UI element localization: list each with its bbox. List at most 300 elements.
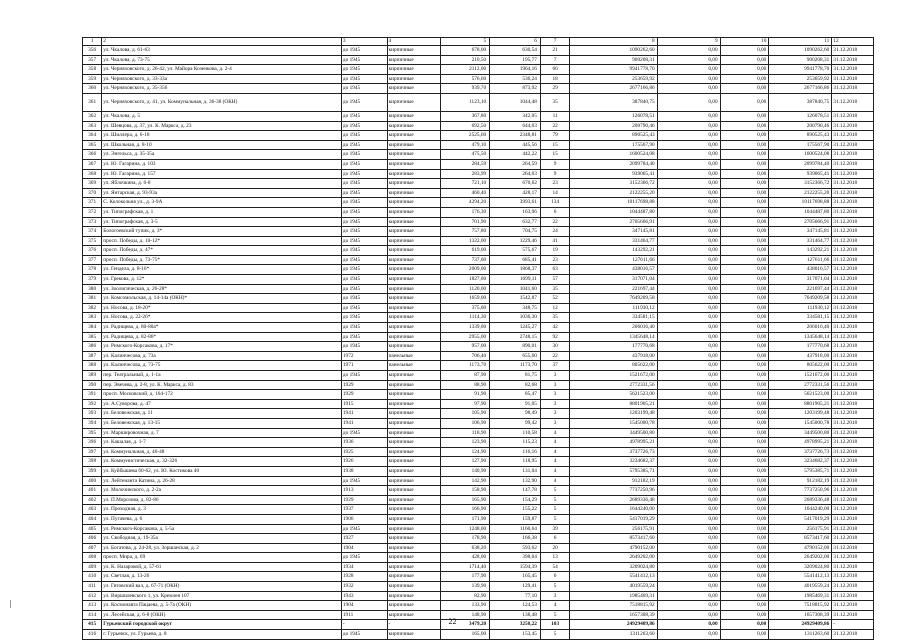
table-cell: 632,77 bbox=[490, 217, 541, 227]
table-cell: 3 bbox=[540, 371, 569, 381]
table-cell: 5541412,13 bbox=[570, 572, 657, 582]
table-cell: 0,00 bbox=[720, 332, 769, 342]
table-cell: 3250,22 bbox=[490, 620, 541, 630]
table-cell: 1714,40 bbox=[441, 562, 490, 572]
table-cell: 264,59 bbox=[490, 159, 541, 169]
table-cell: 0,00 bbox=[720, 111, 769, 121]
table-cell: 0,00 bbox=[720, 159, 769, 169]
table-cell: 390 bbox=[83, 380, 102, 390]
table-row bbox=[83, 111, 874, 121]
table-row bbox=[83, 246, 874, 256]
table-cell: кирпичные bbox=[387, 265, 441, 275]
table-cell: 3234682,37 bbox=[769, 457, 832, 467]
table-cell: 334581,15 bbox=[570, 313, 657, 323]
table-cell: 31.12.2018 bbox=[832, 74, 874, 84]
table-cell: 52 bbox=[540, 294, 569, 304]
table-cell: 63 bbox=[540, 265, 569, 275]
table-cell: 0,00 bbox=[657, 553, 720, 563]
table-cell: 91,05 bbox=[490, 399, 541, 409]
table-cell: ул. Типографская, д. 3-5 bbox=[102, 217, 342, 227]
table-cell: 18 bbox=[540, 74, 569, 84]
table-cell: до 1945 bbox=[341, 84, 387, 94]
table-cell: 437918,00 bbox=[769, 351, 832, 361]
table-cell: 31.12.2018 bbox=[832, 361, 874, 371]
table-cell: 35 bbox=[540, 313, 569, 323]
table-cell: 2009,00 bbox=[441, 265, 490, 275]
table-cell: 0,00 bbox=[657, 534, 720, 544]
table-cell: 1203199,48 bbox=[570, 409, 657, 419]
table-cell: кирпичные bbox=[387, 495, 441, 505]
table-cell: 31.12.2018 bbox=[832, 486, 874, 496]
table-cell: 39 bbox=[540, 524, 569, 534]
table-cell: 0,00 bbox=[720, 380, 769, 390]
table-cell: 54 bbox=[540, 562, 569, 572]
table-row bbox=[83, 630, 874, 640]
table-cell: до 1945 bbox=[341, 332, 387, 342]
table-cell: ул. Проходная, д. 3 bbox=[102, 505, 342, 515]
table-cell: 23 bbox=[540, 255, 569, 265]
table-cell: 35 bbox=[540, 93, 569, 111]
table-cell: 31.12.2018 bbox=[832, 323, 874, 333]
table-cell: 87,90 bbox=[441, 371, 490, 381]
table-cell: 31.12.2018 bbox=[832, 399, 874, 409]
table-row bbox=[83, 543, 874, 553]
table-cell: кирпичные bbox=[387, 380, 441, 390]
table-cell: 404 bbox=[83, 514, 102, 524]
table-cell: 3 bbox=[540, 409, 569, 419]
table-cell: кирпичные bbox=[387, 207, 441, 217]
table-cell: 1657308,39 bbox=[570, 610, 657, 620]
table-cell: 2689336,48 bbox=[769, 495, 832, 505]
table-cell: 4 bbox=[540, 447, 569, 457]
table-cell: 2677166,86 bbox=[769, 84, 832, 94]
table-cell: 253659,92 bbox=[570, 74, 657, 84]
table-cell: 0,00 bbox=[657, 466, 720, 476]
table-cell: кирпичные bbox=[387, 46, 441, 56]
table-cell: ул. Кашалая, д. 1-7 bbox=[102, 438, 342, 448]
table-cell: 630,54 bbox=[490, 46, 541, 56]
table-cell: 1229,46 bbox=[490, 236, 541, 246]
table-cell: 7737250,96 bbox=[769, 486, 832, 496]
table-cell: 31.12.2018 bbox=[832, 198, 874, 208]
header-cell: 7 bbox=[540, 38, 569, 46]
table-cell: 415 bbox=[83, 620, 102, 630]
table-row bbox=[83, 534, 874, 544]
table-cell: 19 bbox=[540, 246, 569, 256]
table-cell: 31.12.2018 bbox=[832, 543, 874, 553]
table-cell: 0,00 bbox=[720, 55, 769, 65]
table-cell: 31.12.2018 bbox=[832, 255, 874, 265]
table-cell: 153,45 bbox=[490, 630, 541, 640]
table-row bbox=[83, 457, 874, 467]
table-cell: 200790,46 bbox=[570, 121, 657, 131]
table-cell: 1938 bbox=[341, 466, 387, 476]
table-cell: ул. Космонавта Пацаева, д. 5-7а (ОКН) bbox=[102, 601, 342, 611]
table-row bbox=[83, 486, 874, 496]
table-cell: 593,62 bbox=[490, 543, 541, 553]
table-cell: 7649209,58 bbox=[570, 294, 657, 304]
table-cell: 1600524,08 bbox=[769, 150, 832, 160]
table-cell: 1932 bbox=[341, 582, 387, 592]
table-cell: 175567,90 bbox=[570, 140, 657, 150]
table-cell: 389 bbox=[83, 371, 102, 381]
table-cell: 0,00 bbox=[657, 284, 720, 294]
table-header bbox=[83, 38, 874, 46]
table-cell: 0,00 bbox=[657, 159, 720, 169]
table-cell: 264,03 bbox=[490, 169, 541, 179]
table-cell: 1929 bbox=[341, 495, 387, 505]
table-cell: 375 bbox=[83, 236, 102, 246]
table-cell: - bbox=[387, 620, 441, 630]
table-cell: 401 bbox=[83, 486, 102, 496]
table-cell: панельные bbox=[387, 351, 441, 361]
table-cell: 0,00 bbox=[657, 418, 720, 428]
table-row bbox=[83, 284, 874, 294]
table-row bbox=[83, 55, 874, 65]
table-cell: 408 bbox=[83, 553, 102, 563]
table-cell: 4294,20 bbox=[441, 198, 490, 208]
table-cell: 0,00 bbox=[720, 84, 769, 94]
table-cell: 31.12.2018 bbox=[832, 390, 874, 400]
table-cell: 31.12.2018 bbox=[832, 524, 874, 534]
table-cell: 166,90 bbox=[441, 505, 490, 515]
table-cell: 0,00 bbox=[720, 476, 769, 486]
table-row bbox=[83, 74, 874, 84]
table-cell: 0,00 bbox=[720, 399, 769, 409]
table-row bbox=[83, 466, 874, 476]
table-cell: 3737726,73 bbox=[570, 447, 657, 457]
table-cell: 805622,00 bbox=[570, 361, 657, 371]
table-cell: 0,00 bbox=[657, 65, 720, 75]
table-cell: 2705666,91 bbox=[769, 217, 832, 227]
table-cell: 0,00 bbox=[720, 217, 769, 227]
table-cell: 0,00 bbox=[720, 207, 769, 217]
table-cell: 382 bbox=[83, 303, 102, 313]
table-cell: 103 bbox=[540, 620, 569, 630]
table-cell: 331464,77 bbox=[570, 236, 657, 246]
table-cell: 2748,15 bbox=[490, 332, 541, 342]
table-row bbox=[83, 409, 874, 419]
table-cell: 1927 bbox=[341, 534, 387, 544]
table-cell: 0,00 bbox=[657, 111, 720, 121]
table-cell: 0,00 bbox=[720, 179, 769, 189]
table-cell: до 1945 bbox=[341, 150, 387, 160]
table-cell: 3234682,37 bbox=[570, 457, 657, 467]
table-cell: 20 bbox=[540, 543, 569, 553]
table-cell: 438016,57 bbox=[570, 265, 657, 275]
table-row bbox=[83, 553, 874, 563]
table-cell: до 1945 bbox=[341, 265, 387, 275]
table-cell: 31.12.2018 bbox=[832, 207, 874, 217]
table-cell: 126078,51 bbox=[570, 111, 657, 121]
table-cell: 0,00 bbox=[657, 371, 720, 381]
table-cell: 3 bbox=[540, 591, 569, 601]
table-cell: 138,48 bbox=[490, 610, 541, 620]
table-cell: 131,04 bbox=[490, 466, 541, 476]
table-cell: 0,00 bbox=[720, 438, 769, 448]
table-cell: 171,90 bbox=[441, 514, 490, 524]
table-cell: 5 bbox=[540, 582, 569, 592]
table-cell: 0,00 bbox=[657, 313, 720, 323]
table-cell: 115,23 bbox=[490, 438, 541, 448]
table-cell: до 1945 bbox=[341, 140, 387, 150]
table-cell: 195,77 bbox=[490, 55, 541, 65]
table-cell: кирпичные bbox=[387, 323, 441, 333]
table-cell: 411 bbox=[83, 582, 102, 592]
table-cell: 0,00 bbox=[720, 255, 769, 265]
table-cell: 6 bbox=[540, 207, 569, 217]
table-cell: 406 bbox=[83, 534, 102, 544]
table-cell: 0,00 bbox=[657, 351, 720, 361]
table-cell: 2689336,48 bbox=[570, 495, 657, 505]
table-cell: 0,00 bbox=[657, 121, 720, 131]
table-cell: 14 bbox=[540, 188, 569, 198]
table-cell: 118,90 bbox=[441, 428, 490, 438]
table-cell: просп. Победы, д. 47* bbox=[102, 246, 342, 256]
table-cell: 126078,51 bbox=[769, 111, 832, 121]
table-cell: 31.12.2018 bbox=[832, 150, 874, 160]
table-cell: 24 bbox=[540, 227, 569, 237]
table-cell: 148,90 bbox=[441, 610, 490, 620]
table-cell: 348,75 bbox=[490, 303, 541, 313]
header-cell: 9 bbox=[657, 38, 720, 46]
table-cell: 1173,70 bbox=[490, 361, 541, 371]
table-cell: до 1945 bbox=[341, 217, 387, 227]
table-cell: 939,70 bbox=[441, 84, 490, 94]
table-cell: 1906 bbox=[341, 514, 387, 524]
table-cell: 890,01 bbox=[490, 342, 541, 352]
table-cell: ул. Римского-Корсакова, д. 5-5а bbox=[102, 524, 342, 534]
table-cell: 133,90 bbox=[441, 601, 490, 611]
table-cell: 177770,68 bbox=[570, 342, 657, 352]
table-cell: 31.12.2018 bbox=[832, 303, 874, 313]
table-cell: 1311263,60 bbox=[570, 630, 657, 640]
table-cell: С. Колокольня ул., д. 3-9А bbox=[102, 198, 342, 208]
table-cell: 177770,68 bbox=[769, 342, 832, 352]
table-cell: кирпичные bbox=[387, 342, 441, 352]
table-cell: до 1945 bbox=[341, 476, 387, 486]
table-cell: ул. Калинчесова, д. 73а bbox=[102, 351, 342, 361]
table-cell: 3152366,72 bbox=[570, 179, 657, 189]
table-cell: 0,00 bbox=[720, 303, 769, 313]
table-cell: 414 bbox=[83, 610, 102, 620]
table-cell: 0,00 bbox=[657, 265, 720, 275]
table-cell: 0,00 bbox=[720, 428, 769, 438]
table-cell: 4019559,24 bbox=[570, 582, 657, 592]
table-cell: 0,00 bbox=[657, 610, 720, 620]
table-cell: 256175,91 bbox=[769, 524, 832, 534]
table-row bbox=[83, 169, 874, 179]
table-cell: 0,00 bbox=[720, 265, 769, 275]
table-cell: ул. Радищева, д. 80-80а* bbox=[102, 323, 342, 333]
table-cell: 360 bbox=[83, 84, 102, 94]
table-cell: 31.12.2018 bbox=[832, 562, 874, 572]
table-cell: кирпичные bbox=[387, 371, 441, 381]
table-cell: 1934 bbox=[341, 562, 387, 572]
table-cell: 3 bbox=[540, 380, 569, 390]
table-cell: 0,00 bbox=[720, 150, 769, 160]
table-cell: 957,00 bbox=[441, 342, 490, 352]
table-cell: 57 bbox=[540, 275, 569, 285]
table-cell: 939065,41 bbox=[570, 169, 657, 179]
table-cell: 5621523,00 bbox=[570, 390, 657, 400]
table-cell: 900208,31 bbox=[570, 55, 657, 65]
table-cell: 283,99 bbox=[441, 169, 490, 179]
table-cell: 31.12.2018 bbox=[832, 428, 874, 438]
table-cell: 403 bbox=[83, 505, 102, 515]
table-cell: 31.12.2018 bbox=[832, 227, 874, 237]
table-cell: 1972 bbox=[341, 351, 387, 361]
table-cell: 163,96 bbox=[490, 207, 541, 217]
table-cell: 123,90 bbox=[441, 438, 490, 448]
table-cell: 5417019,29 bbox=[769, 514, 832, 524]
table-cell: 106,90 bbox=[441, 418, 490, 428]
table-cell: 0,00 bbox=[720, 610, 769, 620]
table-cell: 31.12.2018 bbox=[832, 179, 874, 189]
table-cell: 4790152,00 bbox=[769, 543, 832, 553]
table-row bbox=[83, 514, 874, 524]
table-cell: до 1945 bbox=[341, 246, 387, 256]
table-cell: 210,50 bbox=[441, 55, 490, 65]
table-row bbox=[83, 582, 874, 592]
table-cell: 1915 bbox=[341, 399, 387, 409]
table-cell: 221697,44 bbox=[769, 284, 832, 294]
table-cell: 166,38 bbox=[490, 534, 541, 544]
table-cell: 428,00 bbox=[441, 553, 490, 563]
table-cell: ул. К. Назаровой, д. 57-61 bbox=[102, 562, 342, 572]
table-row bbox=[83, 505, 874, 515]
table-cell: кирпичные bbox=[387, 428, 441, 438]
table-cell: 42 bbox=[540, 323, 569, 333]
table-cell: 1311263,60 bbox=[769, 630, 832, 640]
table-cell: 737,00 bbox=[441, 255, 490, 265]
table-cell: до 1945 bbox=[341, 255, 387, 265]
table-cell: 3152366,72 bbox=[769, 179, 832, 189]
table-cell: до 1945 bbox=[341, 198, 387, 208]
table-cell: 0,00 bbox=[657, 428, 720, 438]
table-cell: кирпичные bbox=[387, 140, 441, 150]
table-cell: до 1945 bbox=[341, 93, 387, 111]
table-cell: 2348,81 bbox=[490, 131, 541, 141]
table-cell: 5 bbox=[540, 505, 569, 515]
table-cell: 0,00 bbox=[657, 495, 720, 505]
table-cell: 4019559,24 bbox=[769, 582, 832, 592]
table-cell: 0,00 bbox=[657, 150, 720, 160]
table-cell: 678,00 bbox=[441, 46, 490, 56]
table-cell: 31.12.2018 bbox=[832, 582, 874, 592]
table-cell: 2649202,00 bbox=[570, 553, 657, 563]
table-cell: 388 bbox=[83, 361, 102, 371]
table-cell: кирпичные bbox=[387, 255, 441, 265]
table-cell: 31.12.2018 bbox=[832, 591, 874, 601]
table-cell: 5 bbox=[540, 495, 569, 505]
table-cell: ул. Лейтенанта Катина, д. 26-28 bbox=[102, 476, 342, 486]
table-cell: кирпичные bbox=[387, 610, 441, 620]
table-cell: 2122255,20 bbox=[769, 188, 832, 198]
table-row bbox=[83, 140, 874, 150]
table-cell: кирпичные bbox=[387, 131, 441, 141]
table-cell: 4790152,00 bbox=[570, 543, 657, 553]
table-cell: 757,80 bbox=[441, 227, 490, 237]
table-cell: 11 bbox=[540, 111, 569, 121]
table-cell: 8801905,21 bbox=[769, 399, 832, 409]
table-row bbox=[83, 227, 874, 237]
table-cell: ул. Римского-Корсакова, д. 17* bbox=[102, 342, 342, 352]
table-cell: кирпичные bbox=[387, 466, 441, 476]
table-cell: 139,90 bbox=[441, 582, 490, 592]
table-cell: кирпичные bbox=[387, 514, 441, 524]
table-cell: кирпичные bbox=[387, 409, 441, 419]
table-cell: 82,68 bbox=[490, 380, 541, 390]
table-cell: 154,29 bbox=[490, 495, 541, 505]
table-row bbox=[83, 46, 874, 56]
table-cell: 3449500,80 bbox=[570, 428, 657, 438]
table-row bbox=[83, 198, 874, 208]
table-cell: 82,90 bbox=[441, 591, 490, 601]
table-cell: ул. Беловежская, д. 13-15 bbox=[102, 418, 342, 428]
table-cell: кирпичные bbox=[387, 313, 441, 323]
table-cell: 1943 bbox=[341, 591, 387, 601]
table-cell: 31.12.2018 bbox=[832, 371, 874, 381]
table-cell: 140,90 bbox=[441, 466, 490, 476]
table-cell: 147,78 bbox=[490, 486, 541, 496]
table-cell: ул. Пугачева, д. 6 bbox=[102, 514, 342, 524]
table-cell: 1827,00 bbox=[441, 275, 490, 285]
table-cell: 0,00 bbox=[720, 457, 769, 467]
table-cell: 165,45 bbox=[490, 572, 541, 582]
table-cell: 31.12.2018 bbox=[832, 121, 874, 131]
table-cell: 0,00 bbox=[720, 131, 769, 141]
table-cell: 7518815,92 bbox=[769, 601, 832, 611]
table-cell: 1928 bbox=[341, 572, 387, 582]
table-cell: ул. Комсомольская, д. 14-14а (ОКН)* bbox=[102, 294, 342, 304]
table-cell: 3449500,80 bbox=[769, 428, 832, 438]
table-cell: 1160,64 bbox=[490, 524, 541, 534]
table-cell: 31.12.2018 bbox=[832, 275, 874, 285]
table-cell: 376 bbox=[83, 246, 102, 256]
table-cell: 31.12.2018 bbox=[832, 313, 874, 323]
table-cell: 1090262,60 bbox=[570, 46, 657, 56]
table-cell: ул. Типографская, д. 1 bbox=[102, 207, 342, 217]
table-cell: до 1945 bbox=[341, 188, 387, 198]
table-cell: пер. Театральный, д. 1-1а bbox=[102, 371, 342, 381]
table-cell: 0,00 bbox=[720, 601, 769, 611]
table-cell: 12 bbox=[540, 303, 569, 313]
table-cell: 0,00 bbox=[657, 323, 720, 333]
table-cell: 0,00 bbox=[657, 572, 720, 582]
table-cell: 0,00 bbox=[657, 409, 720, 419]
table-cell: 0,00 bbox=[657, 74, 720, 84]
table-cell: 31.12.2018 bbox=[832, 246, 874, 256]
table-cell: ул. А.Суворова, д. 47 bbox=[102, 399, 342, 409]
table-cell: 3 bbox=[540, 390, 569, 400]
table-cell: ул. Чкалова, д. 73-75 bbox=[102, 55, 342, 65]
table-cell: 1659,00 bbox=[441, 294, 490, 304]
table-cell: до 1945 bbox=[341, 46, 387, 56]
table-cell: 31.12.2018 bbox=[832, 610, 874, 620]
table-cell: 2122255,20 bbox=[570, 188, 657, 198]
table-cell: ул. Черняховского, д. 26-42, ул. Майора Козенкова, д. 2-4 bbox=[102, 65, 342, 75]
table-cell: 0,00 bbox=[657, 342, 720, 352]
table-cell: 31.12.2018 bbox=[832, 534, 874, 544]
table-cell: 4978995,21 bbox=[769, 438, 832, 448]
table-cell: 0,00 bbox=[720, 371, 769, 381]
table-cell: 438016,57 bbox=[769, 265, 832, 275]
table-cell: 0,00 bbox=[720, 495, 769, 505]
table-cell: 77,10 bbox=[490, 591, 541, 601]
table-row bbox=[83, 217, 874, 227]
table-cell: 0,00 bbox=[720, 572, 769, 582]
